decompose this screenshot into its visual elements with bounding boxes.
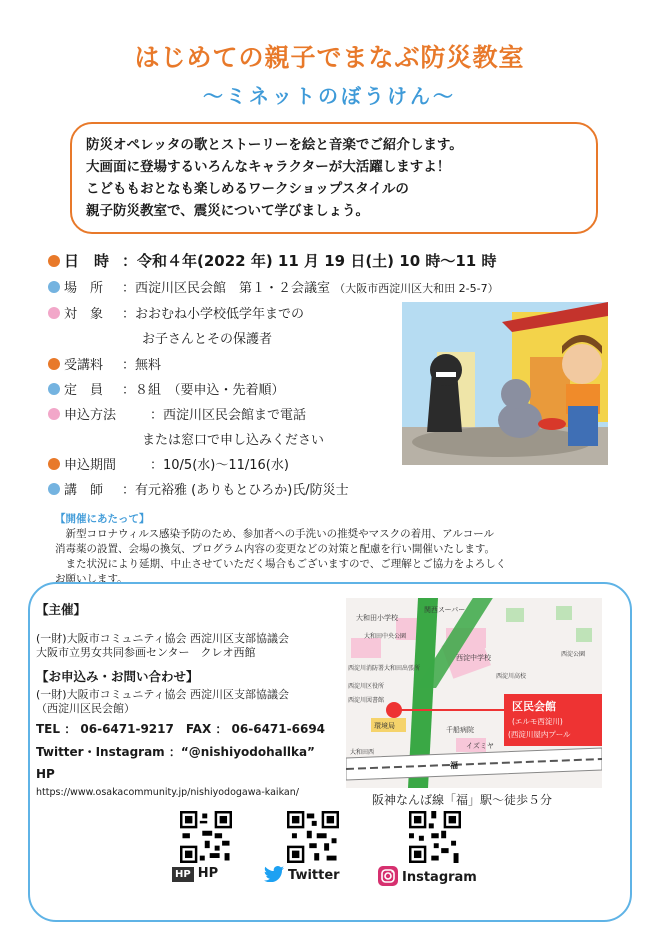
bullet-icon [48,458,60,470]
venue-title: 区民会館 [512,700,556,713]
map-label: 西淀川高校 [496,673,527,680]
hp-qr-code[interactable] [180,811,232,863]
bullet-icon [48,281,60,293]
date-row: 日 時 ：令和４年(2022 年) 11 月 19 日(土) 10 時～11 時 [48,250,496,271]
host-line: (一財)大阪市コミュニティ協会 西淀川区支部協議会 [36,632,289,645]
place-row: 場 所 ：西淀川区民会館 第１・２会議室 （大阪市西淀川区大和田 2-5-7） [48,277,499,296]
bullet-icon [48,307,60,319]
fee-row: 受講料 ：無料 [48,354,161,373]
host-title: 【主催】 [36,602,87,617]
character-illustration [402,302,608,465]
map-label: 西淀川図書館 [348,697,385,704]
intro-line: 大画面に登場するいろんなキャラクターが大活躍しますよ！ [86,159,451,175]
capacity-row: 定 員 ：８組 （要申込・先着順） [48,379,285,398]
venue-subtitle: (エルモ西淀川) [512,717,563,726]
intro-line: 親子防災教室で、震災について学びましょう。 [86,203,369,219]
hp-label: HP [36,767,55,781]
map-label: イズミヤ [466,742,494,750]
bullet-icon [48,408,60,420]
twitter-icon [264,866,284,882]
access-map [346,598,602,788]
notice-line: お願いします。 [55,573,128,585]
page-subtitle: ～ミネットのぼうけん～ [203,84,456,108]
contact-line: (一財)大阪市コミュニティ協会 西淀川区支部協議会 [36,688,289,701]
map-label: 関西スーパー [424,606,466,614]
intro-box [70,122,598,234]
access-info: 阪神なんば線「福」駅～徒歩５分 [372,793,553,807]
apply-row: 申込方法 ：西淀川区民会館まで電話 [48,404,306,423]
twitter-footer-link[interactable] [264,866,340,883]
twitter-footer-label: Twitter [288,868,340,883]
lecturer-row: 講 師 ：有元裕雅 (ありもとひろか)氏/防災士 [48,479,349,498]
apply-row-2: または窓口で申し込みください [142,433,325,448]
page-title: はじめての親子でまなぶ防災教室 [134,43,525,72]
phone-fax: TEL ： 06-6471-9217 FAX ： 06-6471-6694 [36,722,326,736]
venue-subtitle: (西淀川屋内プール [508,730,571,739]
instagram-footer-label: Instagram [402,870,477,885]
station-label: 福 [450,761,458,770]
target-row-2: お子さんとその保護者 [142,332,273,347]
contact-line: （西淀川区民会館） [36,702,135,715]
hp-footer-link[interactable] [172,866,218,882]
instagram-icon [378,866,398,886]
map-label: 西淀中学校 [456,654,491,662]
map-label: 大和田中央公園 [364,633,407,640]
bullet-icon [48,383,60,395]
notice-line: また状況により延期、中止させていただく場合もございますので、ご理解とご協力をよろしく [55,558,507,570]
hp-icon: HP [172,867,194,882]
instagram-footer-link[interactable] [378,866,477,886]
notice-section [55,512,595,587]
bullet-icon [48,358,60,370]
bullet-icon [48,255,60,267]
host-line: 大阪市立男女共同参画センター クレオ西館 [36,646,256,659]
notice-line: 消毒薬の設置、会場の換気、プログラム内容の変更などの対策と配慮を行い開催いたします。 [55,543,496,555]
map-label: 大和田西 [350,749,375,756]
map-label: 西淀川消防署大和田出張所 [348,665,421,672]
hp-footer-label: HP [197,866,219,881]
map-label: 千船病院 [446,726,474,734]
target-row: 対 象 ：おおむね小学校低学年までの [48,303,304,322]
contact-title: 【お申込み・お問い合わせ】 [36,669,199,684]
map-label: 西淀川区役所 [348,683,385,690]
intro-line: 防災オペレッタの歌とストーリーを絵と音楽でご紹介します。 [86,137,463,153]
twitter-qr-code[interactable] [287,811,339,863]
website-link[interactable]: https://www.osakacommunity.jp/nishiyodogawa-kaikan/ [36,787,299,798]
notice-line: 新型コロナウィルス感染予防のため、参加者への手洗いの推奨やマスクの着用、アルコール [55,528,495,540]
period-row: 申込期間 ：10/5(水)～11/16(水) [48,454,289,473]
map-label: 環境局 [374,722,395,730]
map-label: 大和田小学校 [356,614,398,622]
map-label: 西淀公園 [561,651,586,658]
bullet-icon [48,483,60,495]
sns-handle: Twitter・Instagram ：“@nishiyodohallka” [36,745,315,759]
intro-line: こどももおとなも楽しめるワークショップスタイルの [86,181,409,197]
notice-title: 【開催にあたって】 [55,513,150,525]
instagram-qr-code[interactable] [409,811,461,863]
